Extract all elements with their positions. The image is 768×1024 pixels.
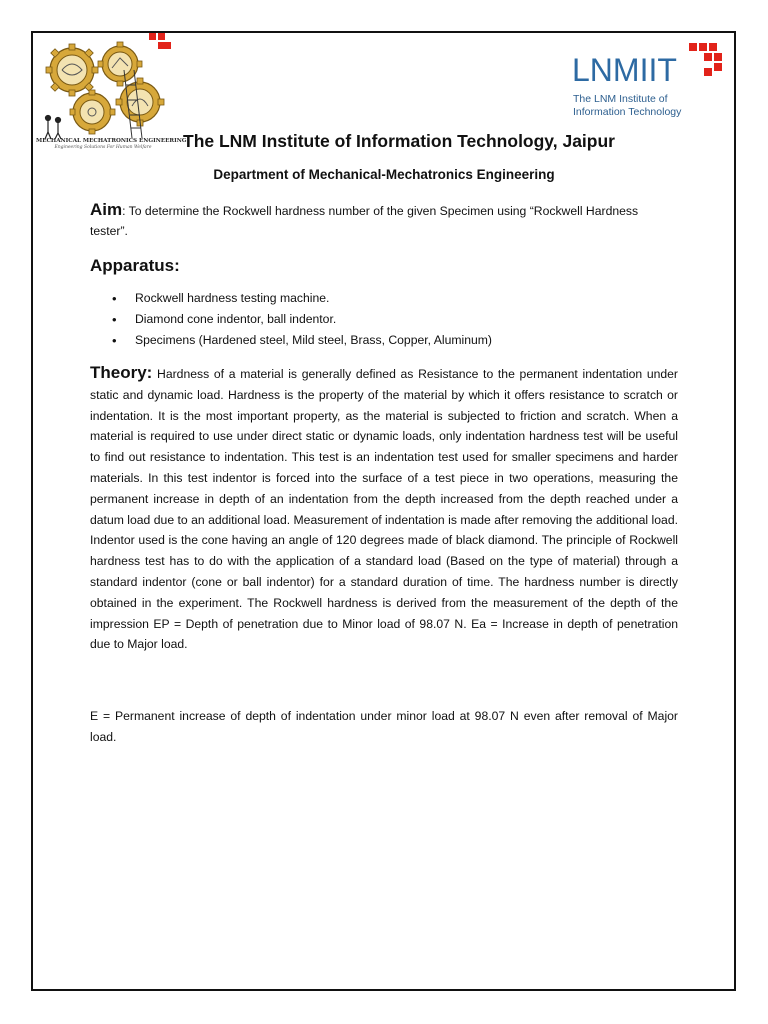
lnmiit-logo-square-icon <box>704 68 712 76</box>
lnmiit-logo-square-icon <box>714 63 722 71</box>
gear-icon <box>70 90 115 134</box>
red-square-icon <box>149 33 156 40</box>
list-item: • Diamond cone indentor, ball indentor. <box>98 309 492 330</box>
red-square-icon <box>158 33 165 40</box>
lnmiit-logo-square-icon <box>709 43 717 51</box>
list-item: • Specimens (Hardened steel, Mild steel, Brass, Copper, Aluminum) <box>98 330 492 351</box>
theory-section <box>90 363 678 655</box>
lnmiit-logo-name: LNMIIT <box>572 52 677 88</box>
lnmiit-logo-square-icon <box>714 53 722 61</box>
lnmiit-logo-square-icon <box>689 43 697 51</box>
theory-paragraph-2: E = Permanent increase of depth of indentation under minor load at 98.07 N even after removal of Major load. <box>90 709 678 744</box>
lnmiit-logo-square-icon <box>699 43 707 51</box>
aim-heading: Aim <box>90 200 123 219</box>
aim-text: : To determine the Rockwell hardness number of the given Specimen using “Rockwell Hardness tester”. <box>90 204 639 238</box>
figures-icon <box>45 116 61 140</box>
lnmiit-logo-subtitle <box>573 93 681 119</box>
dept-logo-caption: MECHANICAL MECHATRONICS ENGINEERING <box>36 138 187 144</box>
lnmiit-logo-square-icon <box>704 53 712 61</box>
list-item: • Rockwell hardness testing machine. <box>98 288 492 309</box>
department-gear-logo <box>40 40 170 140</box>
theory-heading: Theory: <box>90 363 153 382</box>
lnmiit-logo-subline: Information Technology <box>573 106 682 118</box>
red-square-icon <box>164 42 171 49</box>
aim-section <box>90 200 678 241</box>
apparatus-list <box>98 288 492 351</box>
theory-text: Hardness of a material is generally defined as Resistance to the permanent indentation under static and dynamic load. Hardness is the property of the material by which it offers resistance to scratch or indentation. It is the most important property, as the material is subjected to friction and scratch. When a material is required to use under direct static or dynamic loads, only indentation hardness test will be useful to find out resistance to indentation. This test is an indentation test used for smaller specimens and harder materials. In this test indentor is forced into the surface of a test piece in two operations, measuring the permanent increase in depth of an indentation from the depth increased from the depth reached under a datum load due to an additional load. Measurement of indentation is made after removing the additional load. Indentor used is the cone having an angle of 120 degrees made of black diamond. The principle of Rockwell hardness test has to do with the application of a standard load (Based on the type of material) through a standard indentor (cone or ball indentor) for a standard duration of time. The hardness number is directly obtained in the experiment. The Rockwell hardness is derived from the measurement of the depth of the impression EP = Depth of penetration due to Minor load of 98.07 N. Ea = Increase in depth of penetration due to Major load. <box>90 367 678 652</box>
institute-title: The LNM Institute of Information Technology, Jaipur <box>183 131 615 151</box>
apparatus-heading: Apparatus: <box>90 256 180 275</box>
gear-icon <box>46 44 98 96</box>
department-title: Department of Mechanical-Mechatronics Engineering <box>213 167 555 182</box>
dept-logo-subcaption: Engineering Solutions For Human Welfare <box>54 145 152 150</box>
lnmiit-logo-subline: The LNM Institute of <box>573 93 668 105</box>
